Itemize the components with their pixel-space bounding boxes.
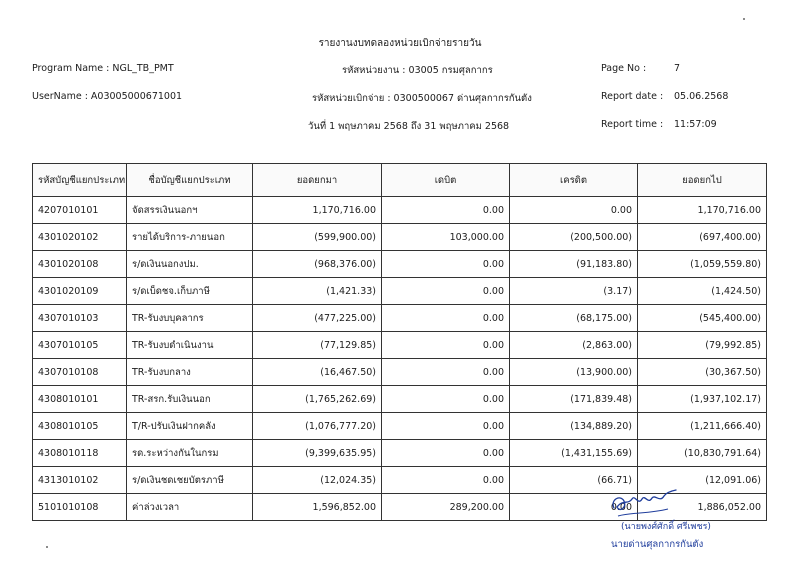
- cell-debit: 0.00: [382, 251, 510, 278]
- cell-account-name: ร/ดเบ็ดชจ.เก็บภาษี: [127, 278, 253, 305]
- report-time-label: Report time :: [601, 119, 664, 130]
- table-header-row: [33, 164, 767, 197]
- report-time-value: 11:57:09: [674, 119, 717, 130]
- header-account-code: รหัสบัญชีแยกประเภท: [33, 164, 127, 197]
- cell-balance-carried: (1,211,666.40): [638, 413, 767, 440]
- table-row: [33, 278, 767, 305]
- user-name: UserName : A03005000671001: [32, 91, 183, 102]
- report-date-value: 05.06.2568: [674, 91, 729, 102]
- cell-account-code: 4301020108: [33, 251, 127, 278]
- cell-debit: 0.00: [382, 197, 510, 224]
- cell-credit: (3.17): [510, 278, 638, 305]
- scan-speck: [743, 18, 745, 20]
- header-balance-forward: ยอดยกมา: [253, 164, 382, 197]
- cell-balance-forward: (12,024.35): [253, 467, 382, 494]
- cell-account-code: 4307010103: [33, 305, 127, 332]
- table-row: [33, 413, 767, 440]
- cell-balance-forward: 1,170,716.00: [253, 197, 382, 224]
- cell-debit: 0.00: [382, 467, 510, 494]
- cell-account-code: 4308010101: [33, 386, 127, 413]
- table-row: [33, 332, 767, 359]
- page-number-label: Page No :: [601, 63, 647, 74]
- disbursement-unit: รหัสหน่วยเบิกจ่าย : 0300500067 ด่านศุลกากรกันตัง: [312, 93, 532, 104]
- table-body: [33, 197, 767, 521]
- cell-account-name: จัดสรรเงินนอกฯ: [127, 197, 253, 224]
- cell-account-name: T/R-ปรับเงินฝากคลัง: [127, 413, 253, 440]
- table-row: [33, 386, 767, 413]
- cell-credit: (66.71): [510, 467, 638, 494]
- header-account-name: ชื่อบัญชีแยกประเภท: [127, 164, 253, 197]
- cell-credit: (13,900.00): [510, 359, 638, 386]
- cell-debit: 0.00: [382, 278, 510, 305]
- cell-credit: (2,863.00): [510, 332, 638, 359]
- cell-account-name: ค่าล่วงเวลา: [127, 494, 253, 521]
- cell-credit: 0.00: [510, 197, 638, 224]
- table-row: [33, 251, 767, 278]
- table-row: [33, 305, 767, 332]
- header-debit: เดบิต: [382, 164, 510, 197]
- cell-balance-carried: 1,170,716.00: [638, 197, 767, 224]
- cell-account-code: 4207010101: [33, 197, 127, 224]
- cell-balance-forward: (477,225.00): [253, 305, 382, 332]
- cell-credit: (134,889.20): [510, 413, 638, 440]
- signer-title: นายด่านศุลกากรกันตัง: [611, 539, 704, 550]
- cell-balance-forward: (16,467.50): [253, 359, 382, 386]
- signature-underline: [618, 509, 668, 516]
- cell-balance-carried: (79,992.85): [638, 332, 767, 359]
- cell-credit: (200,500.00): [510, 224, 638, 251]
- cell-balance-carried: 1,886,052.00: [638, 494, 767, 521]
- cell-balance-carried: (697,400.00): [638, 224, 767, 251]
- signer-name: (นายพงศ์ศักดิ์ ศรีเพชร): [621, 522, 711, 532]
- cell-balance-carried: (1,937,102.17): [638, 386, 767, 413]
- cell-debit: 0.00: [382, 359, 510, 386]
- cell-balance-carried: (1,424.50): [638, 278, 767, 305]
- cell-account-name: TR-สรก.รับเงินนอก: [127, 386, 253, 413]
- table-row: [33, 197, 767, 224]
- cell-balance-forward: (9,399,635.95): [253, 440, 382, 467]
- cell-debit: 289,200.00: [382, 494, 510, 521]
- page-number-value: 7: [674, 63, 681, 74]
- cell-account-name: รด.ระหว่างกันในกรม: [127, 440, 253, 467]
- cell-balance-forward: (968,376.00): [253, 251, 382, 278]
- cell-balance-carried: (10,830,791.64): [638, 440, 767, 467]
- cell-debit: 0.00: [382, 386, 510, 413]
- header-balance-carried: ยอดยกไป: [638, 164, 767, 197]
- cell-account-name: รายได้บริการ-ภายนอก: [127, 224, 253, 251]
- cell-balance-forward: 1,596,852.00: [253, 494, 382, 521]
- cell-debit: 0.00: [382, 332, 510, 359]
- table-row: [33, 440, 767, 467]
- cell-account-code: 5101010108: [33, 494, 127, 521]
- cell-balance-carried: (30,367.50): [638, 359, 767, 386]
- table-row: [33, 359, 767, 386]
- header-credit: เครดิต: [510, 164, 638, 197]
- cell-account-name: TR-รับงบบุคลากร: [127, 305, 253, 332]
- cell-debit: 0.00: [382, 305, 510, 332]
- cell-account-code: 4301020102: [33, 224, 127, 251]
- trial-balance-table: [32, 163, 767, 521]
- cell-balance-forward: (1,765,262.69): [253, 386, 382, 413]
- cell-account-code: 4307010105: [33, 332, 127, 359]
- signature-stroke: [613, 490, 676, 509]
- report-title: รายงานงบทดลองหน่วยเบิกจ่ายรายวัน: [318, 38, 482, 49]
- cell-debit: 0.00: [382, 413, 510, 440]
- cell-account-name: ร/ดเงินชดเชยบัตรภาษี: [127, 467, 253, 494]
- cell-credit: (91,183.80): [510, 251, 638, 278]
- cell-balance-carried: (12,091.06): [638, 467, 767, 494]
- cell-balance-forward: (1,076,777.20): [253, 413, 382, 440]
- cell-credit: (171,839.48): [510, 386, 638, 413]
- cell-balance-forward: (1,421.33): [253, 278, 382, 305]
- cell-account-code: 4308010118: [33, 440, 127, 467]
- cell-balance-carried: (545,400.00): [638, 305, 767, 332]
- program-name: Program Name : NGL_TB_PMT: [32, 63, 174, 74]
- cell-balance-forward: (599,900.00): [253, 224, 382, 251]
- agency-code: รหัสหน่วยงาน : 03005 กรมศุลกากร: [342, 65, 493, 76]
- cell-account-code: 4307010108: [33, 359, 127, 386]
- cell-account-name: TR-รับงบกลาง: [127, 359, 253, 386]
- cell-debit: 103,000.00: [382, 224, 510, 251]
- report-period: วันที่ 1 พฤษภาคม 2568 ถึง 31 พฤษภาคม 2568: [308, 121, 510, 132]
- table-row: [33, 224, 767, 251]
- cell-credit: 0.00: [510, 494, 638, 521]
- cell-credit: (68,175.00): [510, 305, 638, 332]
- cell-credit: (1,431,155.69): [510, 440, 638, 467]
- cell-account-code: 4313010102: [33, 467, 127, 494]
- cell-account-name: ร/ดเงินนอกงปม.: [127, 251, 253, 278]
- scan-speck: [46, 546, 48, 548]
- cell-balance-carried: (1,059,559.80): [638, 251, 767, 278]
- report-date-label: Report date :: [601, 91, 664, 102]
- cell-debit: 0.00: [382, 440, 510, 467]
- handwritten-signature: [608, 486, 680, 522]
- cell-account-name: TR-รับงบดำเนินงาน: [127, 332, 253, 359]
- cell-balance-forward: (77,129.85): [253, 332, 382, 359]
- cell-account-code: 4301020109: [33, 278, 127, 305]
- cell-account-code: 4308010105: [33, 413, 127, 440]
